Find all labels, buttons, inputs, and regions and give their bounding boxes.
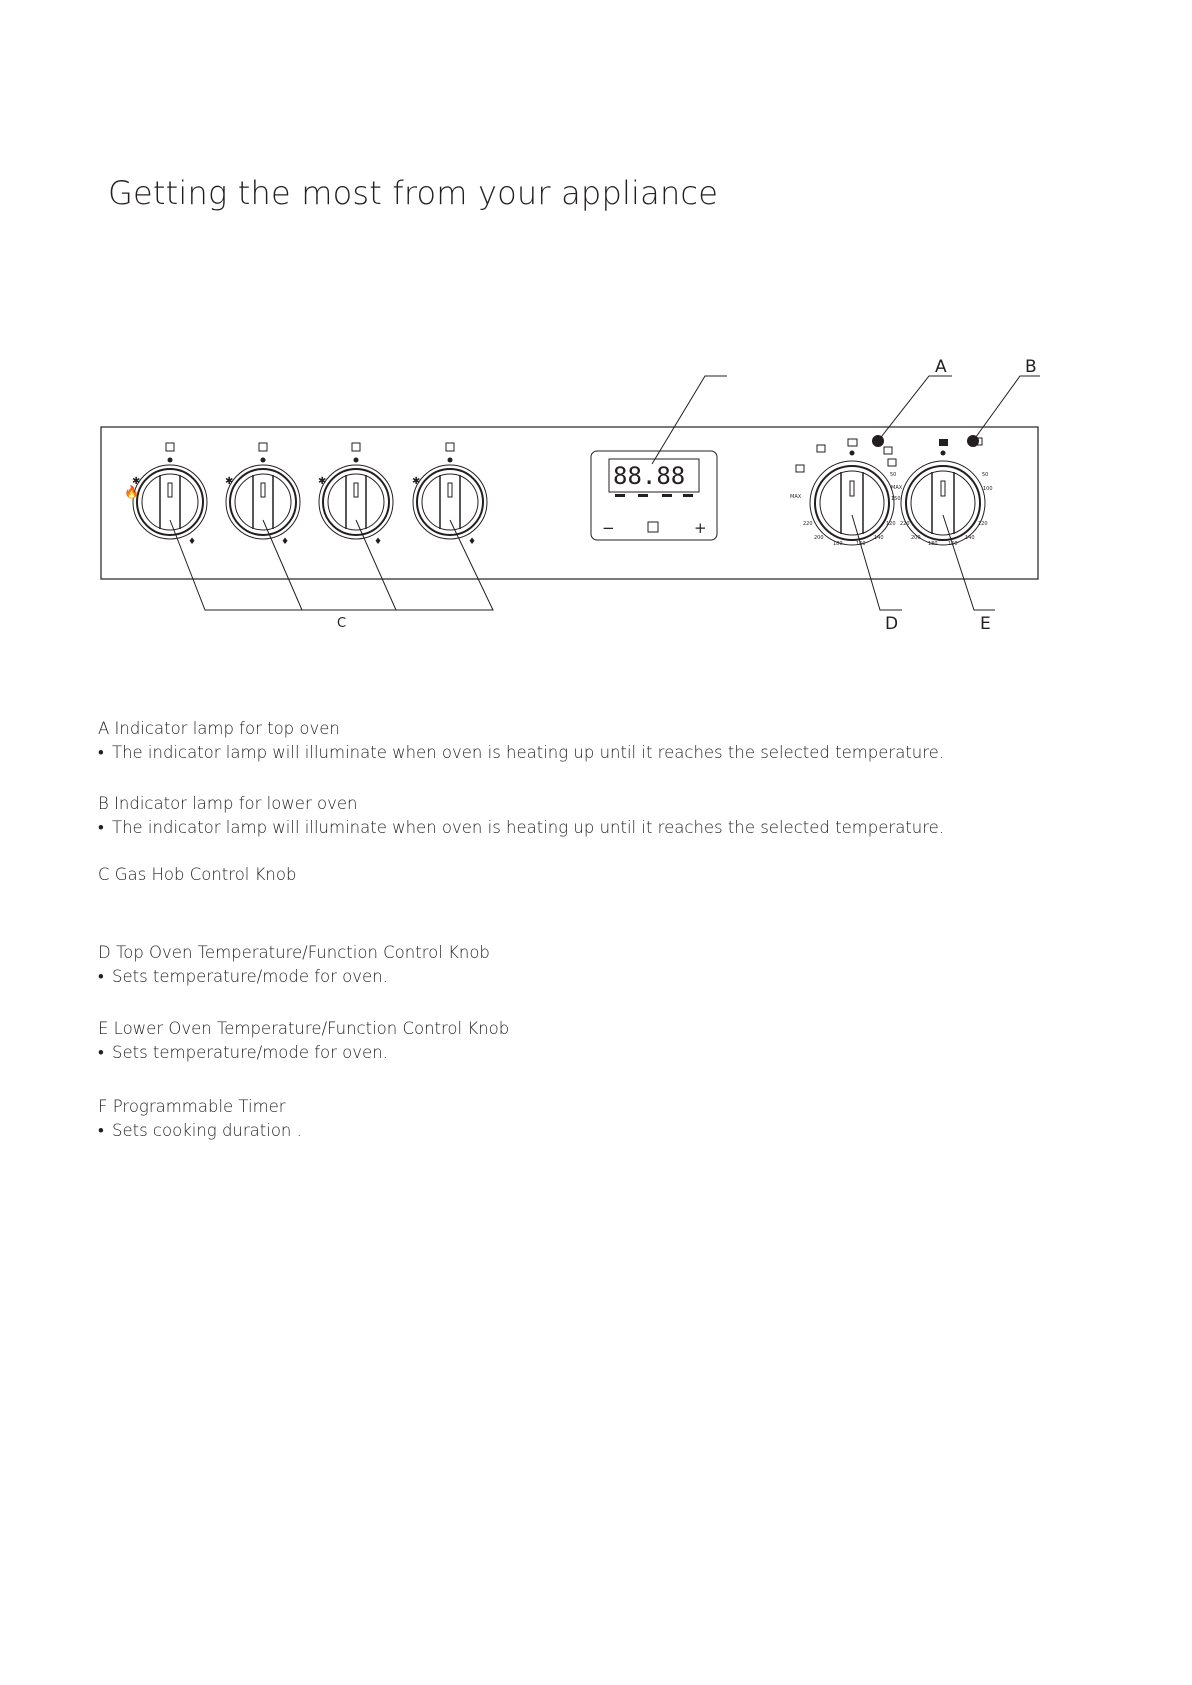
dial-top-label: 160: [856, 541, 866, 547]
legend-bullet-text: Sets temperature/mode for oven.: [112, 1043, 388, 1062]
leader-line-a: [878, 376, 952, 441]
legend-heading: B Indicator lamp for lower oven: [98, 794, 358, 813]
dial-lower-label: 180: [928, 541, 938, 547]
legend-item-d: [98, 941, 490, 989]
callout-c: C: [337, 616, 347, 631]
legend-heading: A Indicator lamp for top oven: [98, 719, 340, 738]
legend-bullet-text: The indicator lamp will illuminate when oven is heating up until it reaches the selected temperature.: [112, 818, 945, 837]
svg-text:♦: ♦: [281, 537, 290, 547]
legend-item-a: [98, 717, 944, 765]
timer-display: 88.88: [613, 462, 686, 490]
dial-lower-label: 120: [978, 521, 988, 527]
dial-top-label: 50: [890, 472, 897, 478]
hob-knob-2: [225, 443, 300, 547]
legend-item-f: [98, 1095, 302, 1143]
legend-bullet: [98, 965, 490, 989]
dial-top-label: 220: [803, 521, 813, 527]
legend-bullet-text: Sets temperature/mode for oven.: [112, 967, 388, 986]
timer-mode-button[interactable]: [648, 522, 658, 532]
legend-item-c: [98, 863, 296, 887]
bullet-icon: •: [98, 1121, 104, 1140]
callout-d: D: [885, 614, 899, 634]
hob-knob-1: [124, 443, 207, 547]
svg-text:♦: ♦: [468, 537, 477, 547]
svg-text:✱: ✱: [132, 476, 141, 487]
page-title: Getting the most from your appliance: [108, 174, 719, 212]
programmable-timer: [591, 451, 717, 540]
dial-lower-label: 100: [983, 486, 993, 492]
dial-top-label: 180: [833, 541, 843, 547]
dial-top-label: MAX: [891, 485, 903, 491]
leader-line-c: [170, 520, 493, 610]
dial-lower-label: 50: [982, 472, 989, 478]
hob-knob-3: [318, 443, 393, 547]
callout-a: A: [935, 357, 947, 377]
callout-b: B: [1025, 357, 1037, 377]
svg-text:✱: ✱: [225, 476, 234, 487]
svg-text:✱: ✱: [318, 476, 327, 487]
bullet-icon: •: [98, 967, 104, 986]
dial-top-label: 120: [886, 521, 896, 527]
dial-lower-label: 140: [965, 535, 975, 541]
svg-text:♦: ♦: [188, 537, 197, 547]
bullet-icon: •: [98, 743, 104, 762]
legend-bullet: [98, 816, 944, 840]
bullet-icon: •: [98, 818, 104, 837]
bullet-icon: •: [98, 1043, 104, 1062]
legend-item-e: [98, 1017, 509, 1065]
leader-line-b: [973, 376, 1040, 441]
legend-bullet-text: Sets cooking duration .: [112, 1121, 302, 1140]
control-panel-outline: [101, 427, 1038, 579]
legend-item-b: [98, 792, 944, 840]
lower-oven-knob: [901, 438, 985, 545]
timer-minus-button[interactable]: −: [602, 519, 615, 537]
callout-e: E: [980, 614, 991, 634]
legend-bullet: [98, 1119, 302, 1143]
legend-bullet: [98, 1041, 509, 1065]
legend-bullet-text: The indicator lamp will illuminate when oven is heating up until it reaches the selected temperature.: [112, 743, 945, 762]
legend-heading: E Lower Oven Temperature/Function Control Knob: [98, 1019, 510, 1038]
hob-knob-4: [412, 443, 487, 547]
legend-bullet: [98, 741, 944, 765]
svg-text:♦: ♦: [374, 537, 383, 547]
legend-heading: F Programmable Timer: [98, 1097, 286, 1116]
dial-top-label: 140: [874, 535, 884, 541]
control-panel-diagram: [0, 0, 1192, 700]
dial-lower-label: 220: [900, 521, 910, 527]
legend-heading: D Top Oven Temperature/Function Control Knob: [98, 943, 490, 962]
dial-top-label: 150: [891, 496, 901, 502]
svg-text:🔥: 🔥: [124, 485, 139, 499]
top-oven-knob: [796, 439, 896, 545]
dial-top-label: MAX: [790, 494, 802, 500]
dial-lower-label: 160: [948, 541, 958, 547]
legend-heading: C Gas Hob Control Knob: [98, 865, 297, 884]
dial-lower-label: 200: [911, 535, 921, 541]
dial-top-label: 200: [814, 535, 824, 541]
svg-text:✱: ✱: [412, 476, 421, 487]
timer-plus-button[interactable]: +: [694, 519, 707, 537]
